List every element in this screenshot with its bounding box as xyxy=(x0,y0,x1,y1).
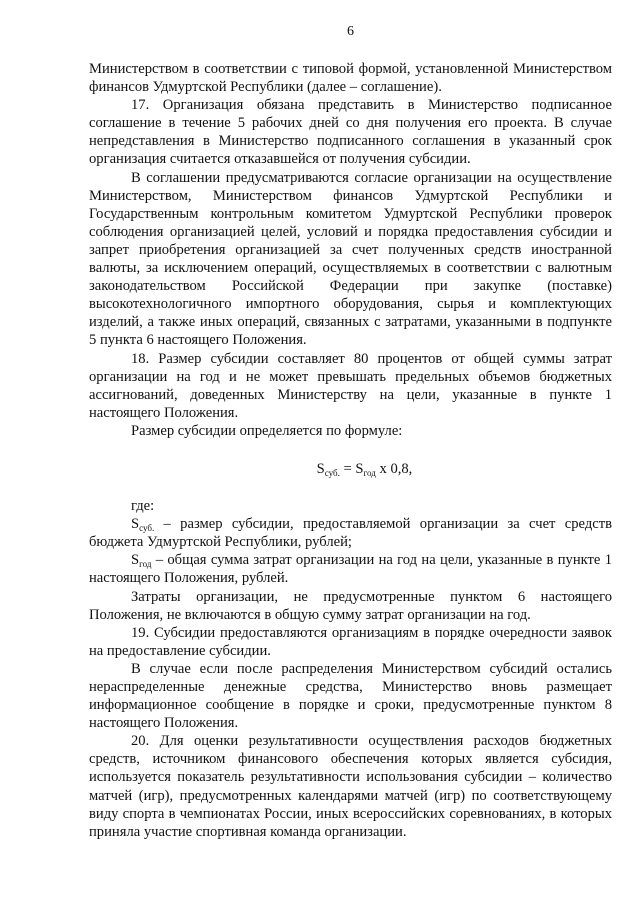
paragraph-19: 19. Субсидии предоставляются организациям в порядке очередности заявок на предоставление субсидии. xyxy=(89,624,612,659)
subsidy-formula xyxy=(89,460,612,478)
paragraph-17: 17. Организация обязана представить в Министерство подписанное соглашение в течение 5 рабочих дней со дня получения его проекта. В случае непредставления в Министерство подписанного соглашения в указанный срок организация считается отказавшейся от получения субсидии. xyxy=(89,97,612,168)
paragraph-18: 18. Размер субсидии составляет 80 процентов от общей суммы затрат организации на год и не может превышать предельных объемов бюджетных ассигнований, доведенных Министерству на цели, указанные в пункте 1 настоящего Положения. xyxy=(89,350,612,421)
paragraph-formula-intro: Размер субсидии определяется по формуле: xyxy=(131,422,403,439)
formula-lhs-symbol: S xyxy=(316,460,325,477)
definition-text: – общая сумма затрат организации на год на цели, указанные в пункте 1 настоящего Положения, рублей. xyxy=(89,552,612,587)
definition-subscript: год xyxy=(139,559,152,570)
definition-s-god xyxy=(89,551,612,587)
definition-text: – размер субсидии, предоставляемой организации за счет средств бюджета Удмуртской Республики, рублей; xyxy=(89,516,612,551)
definition-symbol: S xyxy=(131,516,140,533)
definition-symbol: S xyxy=(131,552,140,569)
paragraph-redistribution: В случае если после распределения Министерством субсидий остались нераспределенные денежные средства, Министерство вновь размещает информационное сообщение в порядке и сроки, предусмотренные пунктом 8 настоящего Положения. xyxy=(89,660,612,732)
formula-equals: = xyxy=(339,460,356,477)
document-body xyxy=(89,60,612,841)
formula-rhs-subscript: год xyxy=(363,467,376,478)
paragraph-continuation: Министерством в соответствии с типовой формой, установленной Министерством финансов Удмуртской Республики (далее – соглашение). xyxy=(89,61,612,96)
paragraph-20: 20. Для оценки результативности осуществления расходов бюджетных средств, источником финансового обеспечения которых является субсидия, используется показатель результативности использования субсидии – количество матчей (игр), предусмотренных календарями матчей (игр) по соответствующему виду спорта в чемпионатах России, иных всероссийских соревнованиях, в которых приняла участие спортивная команда организации. xyxy=(89,733,612,840)
formula-lhs-subscript: суб. xyxy=(324,467,340,478)
formula-rhs-tail: х 0,8, xyxy=(375,460,413,477)
definition-s-sub xyxy=(89,515,612,551)
where-label: где: xyxy=(131,498,155,515)
formula-rhs-symbol: S xyxy=(355,460,364,477)
definition-subscript: суб. xyxy=(139,523,155,534)
paragraph-costs-excluded: Затраты организации, не предусмотренные пунктом 6 настоящего Положения, не включаются в общую сумму затрат организации на год. xyxy=(89,588,612,623)
paragraph-agreement-conditions: В соглашении предусматриваются согласие организации на осуществление Министерством, Министерством финансов Удмуртской Республики и Государственным контрольным комитетом Удмуртской Республики проверок соблюдения организацией целей, условий и порядка предоставления субсидии и запрет приобретения организацией за счет полученных средств иностранной валюты, за исключением операций, осуществляемых в соответствии с валютным законодательством Российской Федерации при закупке (поставке) высокотехнологичного импортного оборудования, сырья и комплектующих изделий, а также иных операций, связанных с затратами, указанными в подпункте 5 пункта 6 настоящего Положения. xyxy=(89,169,612,349)
page-number: 6 xyxy=(347,24,354,39)
